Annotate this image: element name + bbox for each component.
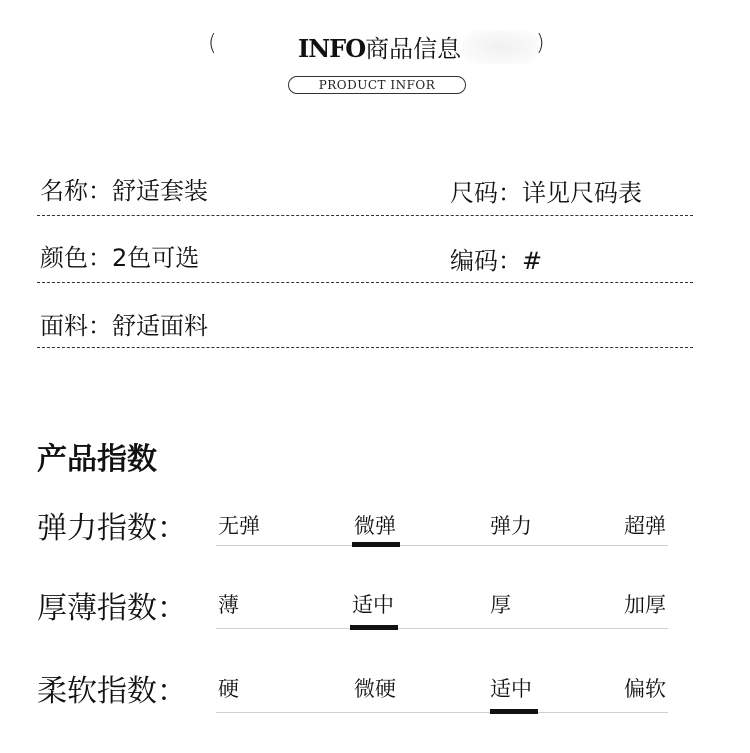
info-divider — [37, 346, 693, 348]
header-title-en: INFO — [298, 34, 366, 63]
softness-option: 适中 — [490, 677, 532, 701]
thickness-selected-marker — [350, 625, 398, 630]
softness-option: 微硬 — [354, 677, 396, 701]
info-size: 尺码：详见尺码表 — [450, 179, 642, 207]
thickness-option: 适中 — [352, 593, 394, 617]
header-title-zh: 商品信息 — [365, 35, 462, 63]
elasticity-option: 弹力 — [490, 514, 532, 538]
softness-option: 偏软 — [624, 677, 666, 701]
thickness-option: 薄 — [218, 593, 239, 617]
thickness-option: 加厚 — [624, 593, 666, 617]
left-parenthesis: ( — [208, 31, 217, 56]
elasticity-track — [216, 545, 668, 546]
info-fabric: 面料：舒适面料 — [40, 312, 208, 340]
softness-track — [216, 712, 668, 713]
elasticity-label: 弹力指数： — [37, 511, 187, 546]
info-divider — [37, 281, 693, 283]
right-parenthesis: ) — [536, 31, 545, 56]
indices-title: 产品指数 — [37, 442, 157, 477]
header-title — [298, 29, 461, 64]
header-subtitle-pill: PRODUCT INFOR — [288, 76, 466, 94]
elasticity-selected-marker — [352, 542, 400, 547]
info-header — [0, 0, 750, 100]
info-divider — [37, 214, 693, 216]
info-color: 颜色：2色可选 — [40, 244, 200, 272]
thickness-option: 厚 — [490, 593, 511, 617]
thickness-label: 厚薄指数： — [37, 591, 187, 626]
softness-option: 硬 — [218, 677, 239, 701]
softness-label: 柔软指数： — [37, 674, 187, 709]
blurred-watermark — [462, 30, 540, 64]
info-name: 名称：舒适套装 — [40, 177, 208, 205]
info-code: 编码：# — [450, 247, 543, 275]
elasticity-option: 超弹 — [624, 514, 666, 538]
elasticity-option: 微弹 — [354, 514, 396, 538]
thickness-track — [216, 628, 668, 629]
elasticity-option: 无弹 — [218, 514, 260, 538]
softness-selected-marker — [490, 709, 538, 714]
